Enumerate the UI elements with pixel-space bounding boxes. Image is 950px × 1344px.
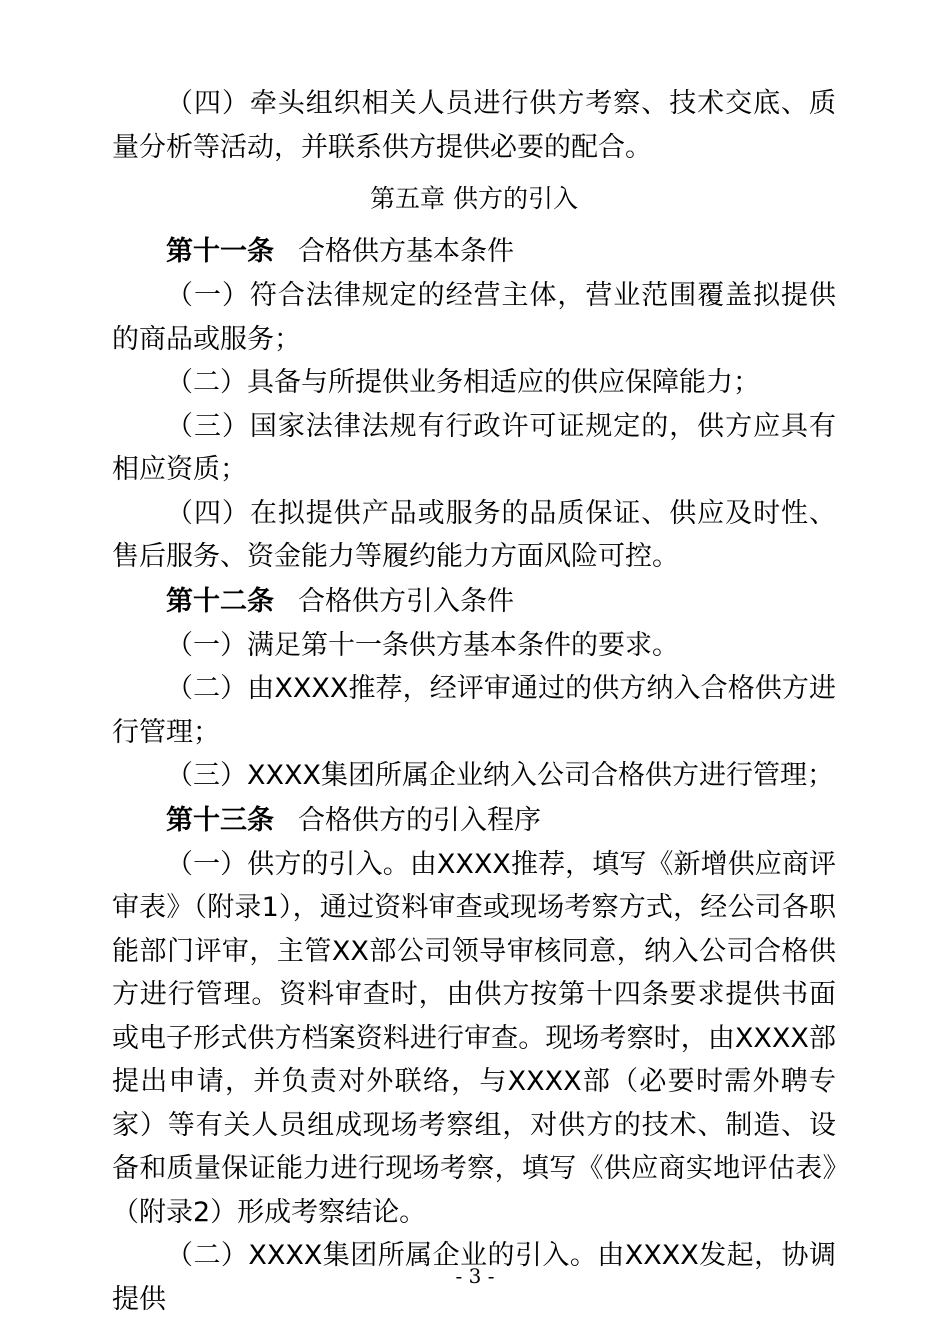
article-title: 合格供方基本条件 xyxy=(298,236,514,267)
article-number: 第十三条 xyxy=(166,804,274,836)
article-11-item-3: （三）国家法律法规有行政许可证规定的，供方应具有相应资质； xyxy=(112,410,836,485)
article-13-heading xyxy=(112,798,836,843)
article-number: 第十二条 xyxy=(166,585,274,617)
paragraph-item-4: （四）牵头组织相关人员进行供方考察、技术交底、质量分析等活动，并联系供方提供必要的配合。 xyxy=(112,88,836,163)
article-13-item-1: （一）供方的引入。由XXXX推荐，填写《新增供应商评审表》（附录1），通过资料审查或现场考察方式，经公司各职能部门评审，主管XX部公司领导审核同意，纳入公司合格供方进行管理。资料审查时，由供方按第十四条要求提供书面或电子形式供方档案资料进行审查。现场考察时，由XXXX部提出申请，并负责对外联络，与XXXX部（必要时需外聘专家）等有关人员组成现场考察组，对供方的技术、制造、设备和质量保证能力进行现场考察，填写《供应商实地评估表》（附录2）形成考察结论。 xyxy=(112,848,836,1228)
article-12-item-3: （三）XXXX集团所属企业纳入公司合格供方进行管理； xyxy=(166,760,834,791)
page-content xyxy=(112,82,836,1321)
article-title: 合格供方的引入程序 xyxy=(298,804,541,836)
chapter-heading: 第五章 供方的引入 xyxy=(370,184,578,213)
article-12-item-1: （一）满足第十一条供方基本条件的要求。 xyxy=(166,629,679,661)
article-13-item-2: （二）XXXX集团所属企业的引入。由XXXX发起，协调提供 xyxy=(112,1240,836,1315)
article-11-item-1: （一）符合法律规定的经营主体，营业范围覆盖拟提供的商品或服务； xyxy=(112,280,836,355)
article-12-heading xyxy=(112,579,836,624)
article-11-heading xyxy=(112,229,836,274)
article-12-item-2: （二）由XXXX推荐，经评审通过的供方纳入合格供方进行管理； xyxy=(112,673,836,748)
article-number: 第十一条 xyxy=(166,236,274,267)
article-title: 合格供方引入条件 xyxy=(298,585,514,617)
article-11-item-4: （四）在拟提供产品或服务的品质保证、供应及时性、售后服务、资金能力等履约能力方面风险可控。 xyxy=(112,497,836,572)
article-11-item-2: （二）具备与所提供业务相适应的供应保障能力； xyxy=(166,367,760,398)
page-number: - 3 - xyxy=(455,1264,495,1288)
